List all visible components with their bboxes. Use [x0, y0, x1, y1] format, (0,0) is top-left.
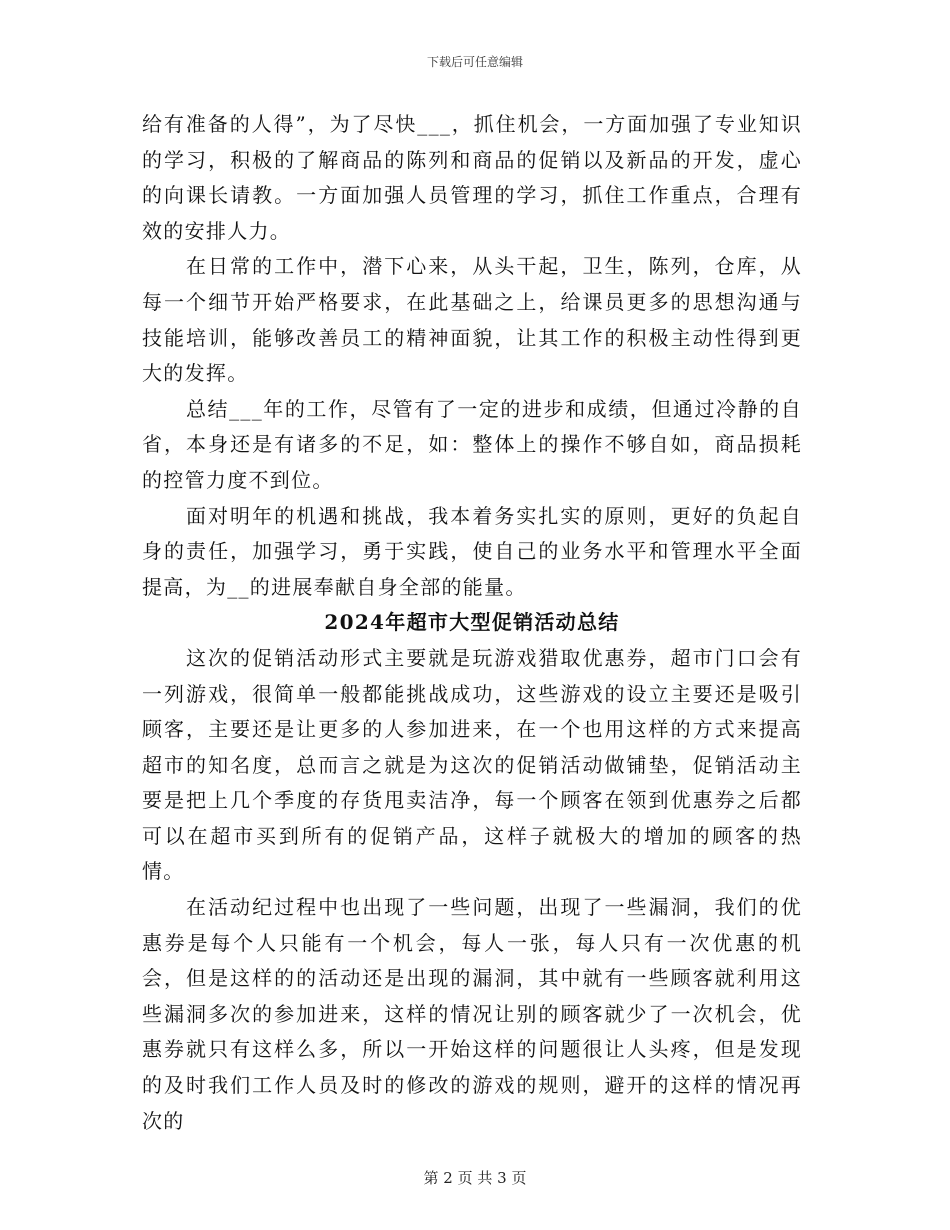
- paragraph: 这次的促销活动形式主要就是玩游戏猎取优惠券，超市门口会有一列游戏，很简单一般都能挑战成功，这些游戏的设立主要还是吸引顾客，主要还是让更多的人参加进来，在一个也用这样的方式来提高超市的知名度，总而言之就是为这次的促销活动做铺垫，促销活动主要是把上几个季度的存货甩卖洁净，每一个顾客在领到优惠券之后都可以在超市买到所有的促销产品，这样子就极大的增加的顾客的热情。: [142, 645, 802, 884]
- document-body: [142, 107, 802, 1139]
- page-header: 下载后可任意编辑: [426, 55, 523, 69]
- paragraph-continuation: 给有准备的人得”，为了尽快___，抓住机会，一方面加强了专业知识的学习，积极的了解商品的陈列和商品的促销以及新品的开发，虚心的向课长请教。一方面加强人员管理的学习，抓住工作重点，合理有效的安排人力。: [142, 112, 802, 243]
- paragraph: 总结___年的工作，尽管有了一定的进步和成绩，但通过冷静的自省，本身还是有诸多的不足，如：整体上的操作不够自如，商品损耗的控管力度不到位。: [142, 396, 802, 492]
- paragraph: 在日常的工作中，潜下心来，从头干起，卫生，陈列，仓库，从每一个细节开始严格要求，在此基础之上，给课员更多的思想沟通与技能培训，能够改善员工的精神面貌，让其工作的积极主动性得到更大的发挥。: [142, 254, 802, 386]
- paragraph: 面对明年的机遇和挑战，我本着务实扎实的原则，更好的负起自身的责任，加强学习，勇于实践，使自己的业务水平和管理水平全面提高，为__的进展奉献自身全部的能量。: [142, 503, 802, 599]
- section-title: 2024年超市大型促销活动总结: [324, 610, 620, 635]
- page-number: 第 2 页 共 3 页: [423, 1169, 527, 1187]
- paragraph: 在活动纪过程中也出现了一些问题，出现了一些漏洞，我们的优惠券是每个人只能有一个机会，每人一张，每人只有一次优惠的机会，但是这样的的活动还是出现的漏洞，其中就有一些顾客就利用这些漏洞多次的参加进来，这样的情况让别的顾客就少了一次机会，优惠券就只有这样么多，所以一开始这样的问题很让人头疼，但是发现的及时我们工作人员及时的修改的游戏的规则，避开的这样的情况再次的: [142, 895, 802, 1133]
